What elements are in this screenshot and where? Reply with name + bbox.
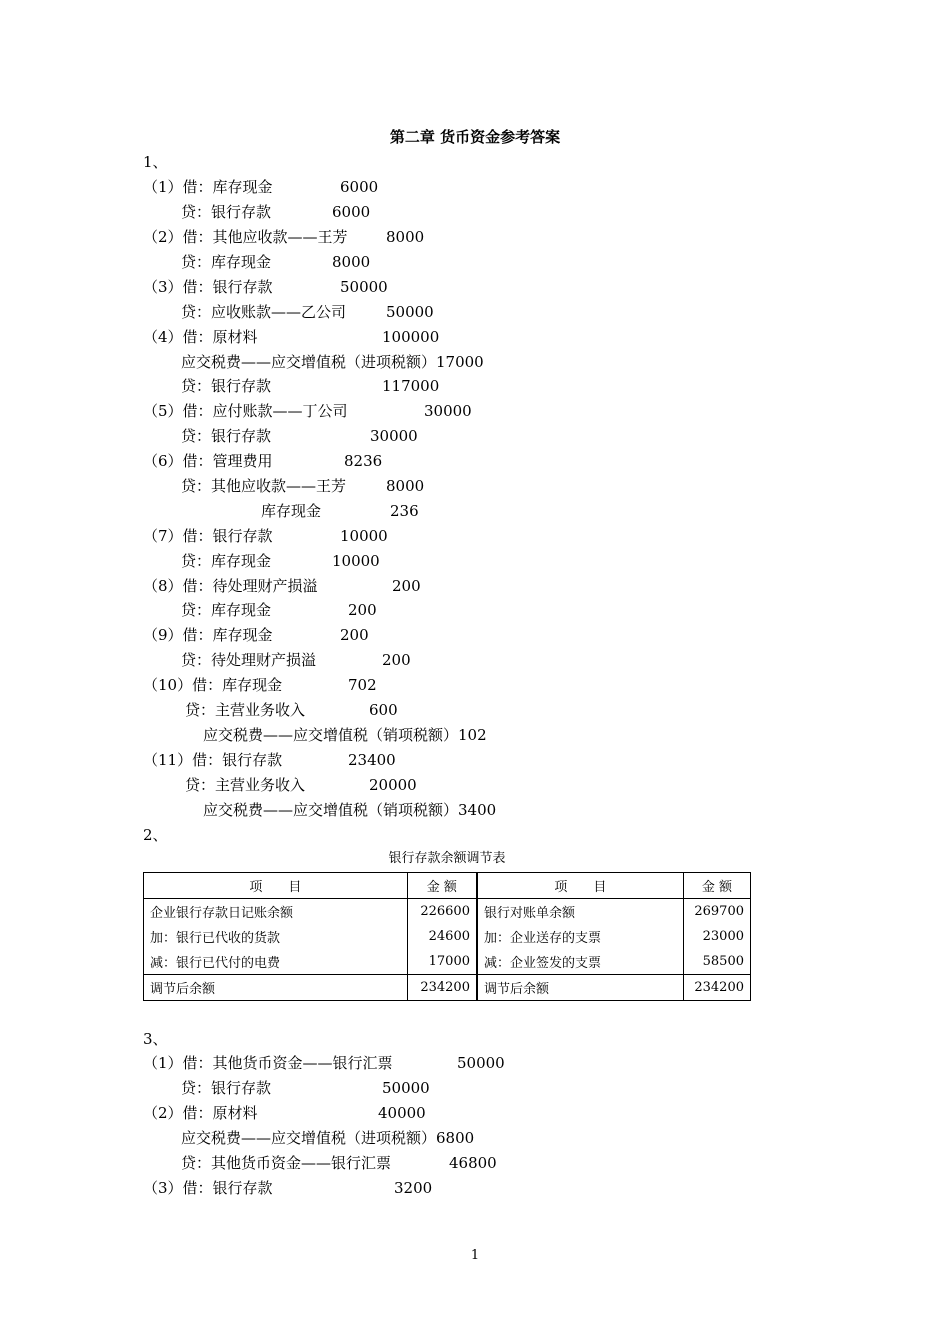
entry-line: （3）借：银行存款 [143,1179,273,1197]
entry-amount: 8000 [386,228,425,246]
entry-amount: 8000 [386,477,425,495]
entry-amount: 10000 [332,552,380,570]
cell: 减：银行已代付的电费 [144,949,408,975]
entry-line: 贷：主营业务收入 [185,776,306,794]
table-total-row [144,975,751,1001]
entry-line: 库存现金 [261,502,322,520]
entry-amount: 8236 [344,452,383,470]
entry-line: 应交税费——应交增值税（销项税额）3400 [203,801,497,819]
entry-line: （4）借：原材料 [143,328,258,346]
entry-line: 贷：银行存款 [181,1079,272,1097]
entry-line: （2）借：其他应收款——王芳 [143,228,348,246]
entry-amount: 200 [382,651,411,669]
entry-amount: 200 [392,577,421,595]
entry-amount: 8000 [332,253,371,271]
entry-line: 贷：银行存款 [181,203,272,221]
cell: 58500 [702,954,744,969]
entry-line: 应交税费——应交增值税（进项税额）6800 [181,1129,475,1147]
entry-line: （3）借：银行存款 [143,278,273,296]
entry-line: 贷：应收账款——乙公司 [181,303,347,321]
entry-amount: 10000 [340,527,388,545]
cell: 企业银行存款日记账余额 [144,899,408,925]
entry-amount: 100000 [382,328,440,346]
entry-line: 3、 [143,1030,168,1048]
cell: 23000 [702,929,744,944]
header-item-right: 项 目 [477,873,683,899]
header-amount-right: 金 额 [683,873,750,899]
entry-amount: 46800 [449,1154,497,1172]
entry-line: 贷：银行存款 [181,427,272,445]
entry-amount: 600 [369,701,398,719]
entry-amount: 30000 [424,402,472,420]
entry-line: 应交税费——应交增值税（进项税额）17000 [181,353,484,371]
cell: 234200 [407,975,477,1001]
entry-line: （2）借：原材料 [143,1104,258,1122]
entry-line: 2、 [143,826,168,844]
entry-line: （5）借：应付账款——丁公司 [143,402,348,420]
entry-amount: 117000 [382,377,440,395]
cell: 17000 [407,949,477,975]
header-item-left: 项 目 [144,873,408,899]
entry-amount: 23400 [348,751,396,769]
table-row [144,924,751,949]
table-header-row [144,873,751,899]
entry-line: （10）借：库存现金 [143,676,283,694]
entry-line: 贷：库存现金 [181,601,272,619]
entry-line: 贷：银行存款 [181,377,272,395]
entry-line: 贷：主营业务收入 [185,701,306,719]
entry-amount: 6000 [340,178,379,196]
table-caption: 银行存款余额调节表 [388,851,506,866]
entry-amount: 50000 [386,303,434,321]
entry-line: 贷：其他应收款——王芳 [181,477,347,495]
table-row [144,899,751,925]
entry-amount: 50000 [457,1054,505,1072]
entry-line: （7）借：银行存款 [143,527,273,545]
entry-line: （9）借：库存现金 [143,626,273,644]
page-title: 第二章 货币资金参考答案 [389,128,561,146]
page-number: 1 [470,1248,480,1263]
cell: 234200 [683,975,750,1001]
entry-amount: 236 [390,502,419,520]
entry-line: 应交税费——应交增值税（销项税额）102 [203,726,487,744]
cell: 加：银行已代收的货款 [144,924,408,949]
entry-line: 贷：其他货币资金——银行汇票 [181,1154,392,1172]
entry-line: （1）借：其他货币资金——银行汇票 [143,1054,393,1072]
entry-amount: 200 [340,626,369,644]
cell: 调节后余额 [477,975,683,1001]
cell: 加：企业送存的支票 [477,924,683,949]
entry-amount: 702 [348,676,377,694]
cell: 减：企业签发的支票 [477,949,683,975]
entry-amount: 20000 [369,776,417,794]
entry-amount: 50000 [340,278,388,296]
entry-line: （1）借：库存现金 [143,178,273,196]
cell: 24600 [407,924,477,949]
bank-reconciliation-table [143,872,751,1001]
entry-line: （6）借：管理费用 [143,452,273,470]
entry-line: 贷：库存现金 [181,552,272,570]
entry-line: 贷：库存现金 [181,253,272,271]
entry-line: 1、 [143,153,168,171]
entry-line: （11）借：银行存款 [143,751,283,769]
entry-line: （8）借：待处理财产损溢 [143,577,318,595]
entry-amount: 40000 [378,1104,426,1122]
cell: 269700 [694,904,744,919]
entry-amount: 3200 [394,1179,433,1197]
entry-amount: 50000 [382,1079,430,1097]
entry-line: 贷：待处理财产损溢 [181,651,317,669]
cell: 银行对账单余额 [477,899,683,925]
header-amount-left: 金 额 [407,873,477,899]
entry-amount: 30000 [370,427,418,445]
cell: 226600 [407,899,477,925]
cell: 调节后余额 [144,975,408,1001]
table-row [144,949,751,975]
entry-amount: 6000 [332,203,371,221]
entry-amount: 200 [348,601,377,619]
